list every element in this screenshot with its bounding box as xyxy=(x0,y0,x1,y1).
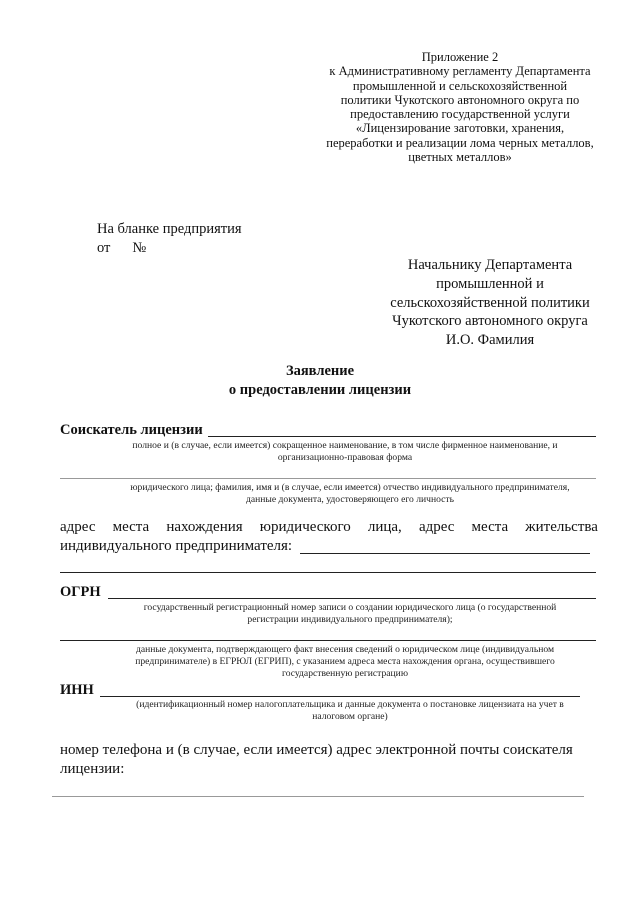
number-label: № xyxy=(132,240,147,256)
contact-line-1: номер телефона и (в случае, если имеется) адрес электронной почты соискателя xyxy=(60,742,573,758)
contact-line-2: лицензии: xyxy=(60,761,125,777)
ogrn-hint-1 xyxy=(100,602,600,626)
addressee-line: И.О. Фамилия xyxy=(445,332,535,349)
applicant-hint-2 xyxy=(100,482,600,506)
letterhead-label: На бланке предприятия xyxy=(97,221,242,237)
inn-label: ИНН xyxy=(60,682,94,698)
appendix-line: политики Чукотского автономного округа по xyxy=(340,92,580,107)
appendix-line: предоставлению государственной услуги xyxy=(350,107,570,122)
address-word: юридического xyxy=(259,519,351,535)
hint-line: юридического лица; фамилия, имя и (в случае, если имеется) отчество индивидуального предпринимателя, xyxy=(130,482,570,493)
appendix-line: цветных металлов» xyxy=(408,150,512,165)
address-word: нахождения xyxy=(166,519,243,535)
inn-hint xyxy=(100,699,600,723)
appendix-line: к Административному регламенту Департамента xyxy=(329,64,591,79)
title-line-1: Заявление xyxy=(285,363,355,379)
address-word: места xyxy=(112,519,150,535)
applicant-label: Соискатель лицензии xyxy=(60,422,203,438)
ogrn-details-field[interactable] xyxy=(60,640,596,641)
hint-line: организационно-правовая форма xyxy=(277,452,413,463)
appendix-line: переработки и реализации лома черных металлов, xyxy=(326,135,594,150)
hint-line: государственный регистрационный номер записи о создании юридического лица (о государственной xyxy=(143,602,557,613)
addressee-block xyxy=(360,256,620,350)
hint-line: (идентификационный номер налогоплательщика и данные документа о постановке лицензиата на учет в xyxy=(136,699,564,710)
letterhead-block xyxy=(97,220,242,258)
ogrn-hint-2 xyxy=(60,644,630,680)
addressee-line: Чукотского автономного округа xyxy=(392,313,588,330)
hint-line: предпринимателе) в ЕГРЮЛ (ЕГРИП), с указанием адреса места нахождения органа, осуществившего xyxy=(135,656,555,667)
address-word: жительства xyxy=(525,519,598,535)
hint-line: налоговом органе) xyxy=(312,711,388,722)
ogrn-field[interactable] xyxy=(108,598,596,599)
address-field[interactable] xyxy=(300,553,590,554)
appendix-line: «Лицензирование заготовки, хранения, xyxy=(355,121,565,136)
addressee-line: Начальнику Департамента xyxy=(407,257,573,273)
address-word: лица, xyxy=(367,519,402,535)
hint-line: данные документа, подтверждающего факт внесения сведений о юридическом лице (индивидуальном xyxy=(135,644,555,655)
address-word: адрес xyxy=(60,519,96,535)
contact-field[interactable] xyxy=(52,796,584,797)
hint-line: государственную регистрацию xyxy=(282,668,408,679)
hint-line: полное и (в случае, если имеется) сокращенное наименование, в том числе фирменное наименование, и xyxy=(132,440,558,451)
appendix-header xyxy=(300,50,620,164)
address-line-2: индивидуального предпринимателя: xyxy=(60,538,293,554)
address-field-continued[interactable] xyxy=(60,572,596,573)
address-word: места xyxy=(471,519,509,535)
applicant-details-field[interactable] xyxy=(60,478,596,479)
ogrn-label: ОГРН xyxy=(60,584,101,600)
applicant-name-field[interactable] xyxy=(208,436,596,437)
address-word: адрес xyxy=(418,519,455,535)
appendix-line: промышленной и сельскохозяйственной xyxy=(352,78,568,93)
hint-line: данные документа, удостоверяющего его личность xyxy=(246,494,454,505)
from-number-line xyxy=(97,239,242,258)
title-line-2: о предоставлении лицензии xyxy=(228,382,412,398)
addressee-line: сельскохозяйственной политики xyxy=(390,294,590,311)
document-title xyxy=(0,362,640,400)
from-label: от xyxy=(97,240,111,256)
inn-field[interactable] xyxy=(100,696,580,697)
address-line-1 xyxy=(60,518,598,537)
addressee-line: промышленной и xyxy=(436,275,544,292)
appendix-line: Приложение 2 xyxy=(421,50,499,64)
hint-line: регистрации индивидуального предпринимателя); xyxy=(247,614,453,625)
applicant-hint-1 xyxy=(60,440,630,464)
